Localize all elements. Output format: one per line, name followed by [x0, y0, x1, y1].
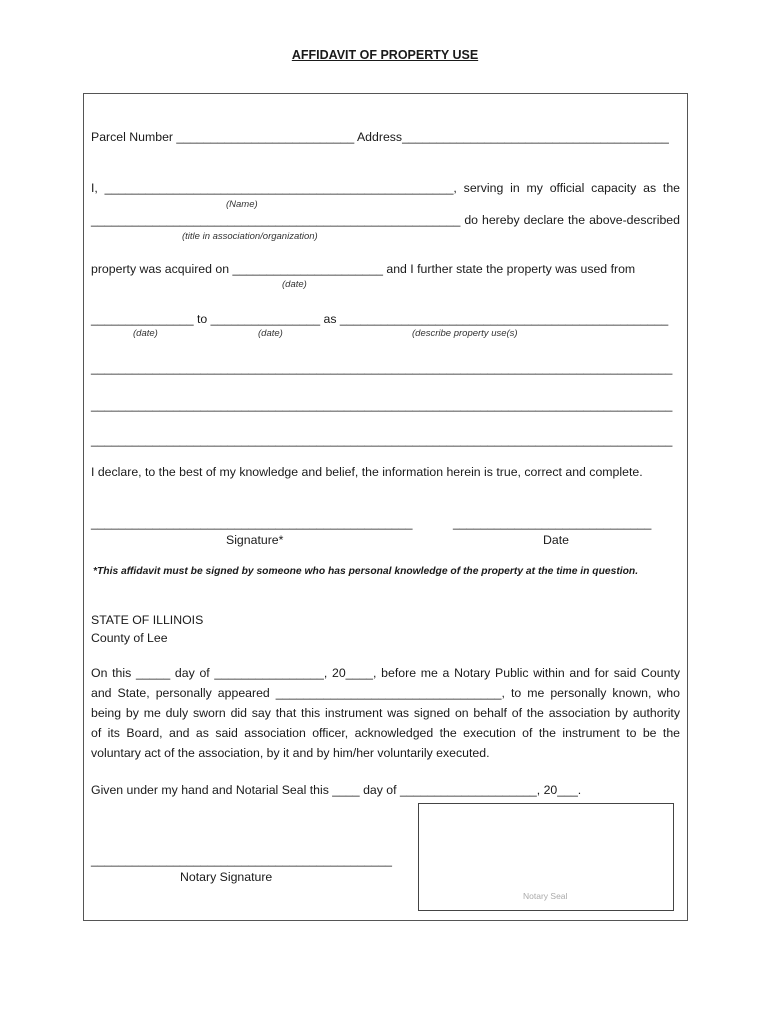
name-line[interactable]: I, ___________________________________________________, serving in my official capacity as the — [91, 181, 680, 195]
title-caption: (title in association/organization) — [182, 231, 318, 242]
use-caption-date-to: (date) — [258, 328, 283, 339]
acquired-caption: (date) — [282, 279, 307, 290]
use-line[interactable]: _______________ to ________________ as ________________________________________________ — [91, 312, 669, 326]
declaration-text: I declare, to the best of my knowledge and belief, the information herein is true, correct and complete. — [91, 465, 643, 479]
notary-paragraph-line-3: being by me duly sworn did say that this instrument was signed on behalf of the association by authority — [91, 706, 680, 720]
notary-paragraph-line-1: On this _____ day of ________________, 20____, before me a Notary Public within and for said County — [91, 666, 680, 680]
name-caption: (Name) — [226, 199, 258, 210]
county-label: County of Lee — [91, 631, 168, 645]
notary-paragraph-line-4: of its Board, and as said association officer, acknowledged the execution of the instrument to be the — [91, 726, 680, 740]
title-line[interactable]: ______________________________________________________ do hereby declare the above-described — [91, 213, 680, 227]
acquired-line[interactable]: property was acquired on ______________________ and I further state the property was used from — [91, 262, 636, 276]
date-line[interactable]: _____________________________ — [453, 516, 652, 530]
footnote: *This affidavit must be signed by someone who has personal knowledge of the property at the time in question. — [93, 566, 639, 577]
document-title: AFFIDAVIT OF PROPERTY USE — [291, 48, 479, 62]
use-caption-date-from: (date) — [133, 328, 158, 339]
state-label: STATE OF ILLINOIS — [91, 613, 204, 627]
notary-paragraph-line-5: voluntary act of the association, by it and by him/her voluntarily executed. — [91, 746, 490, 760]
notary-signature-label: Notary Signature — [180, 870, 273, 884]
parcel-address-line[interactable]: Parcel Number __________________________ Address_______________________________________ — [91, 130, 669, 144]
blank-line-2[interactable]: _____________________________________________________________________________________ — [91, 398, 673, 412]
notary-paragraph-line-2: and State, personally appeared _________________________________, to me personally known, who — [91, 686, 680, 700]
signature-line[interactable]: _______________________________________________ — [91, 516, 413, 530]
use-caption-describe: (describe property use(s) — [412, 328, 518, 339]
blank-line-1[interactable]: _____________________________________________________________________________________ — [91, 361, 673, 375]
blank-line-3[interactable]: _____________________________________________________________________________________ — [91, 433, 673, 447]
date-label: Date — [543, 533, 569, 547]
signature-label: Signature* — [226, 533, 284, 547]
given-under-hand-line[interactable]: Given under my hand and Notarial Seal this ____ day of ____________________, 20___. — [91, 783, 582, 797]
notary-signature-line[interactable]: ____________________________________________ — [91, 853, 392, 867]
notary-seal-label: Notary Seal — [523, 891, 568, 901]
